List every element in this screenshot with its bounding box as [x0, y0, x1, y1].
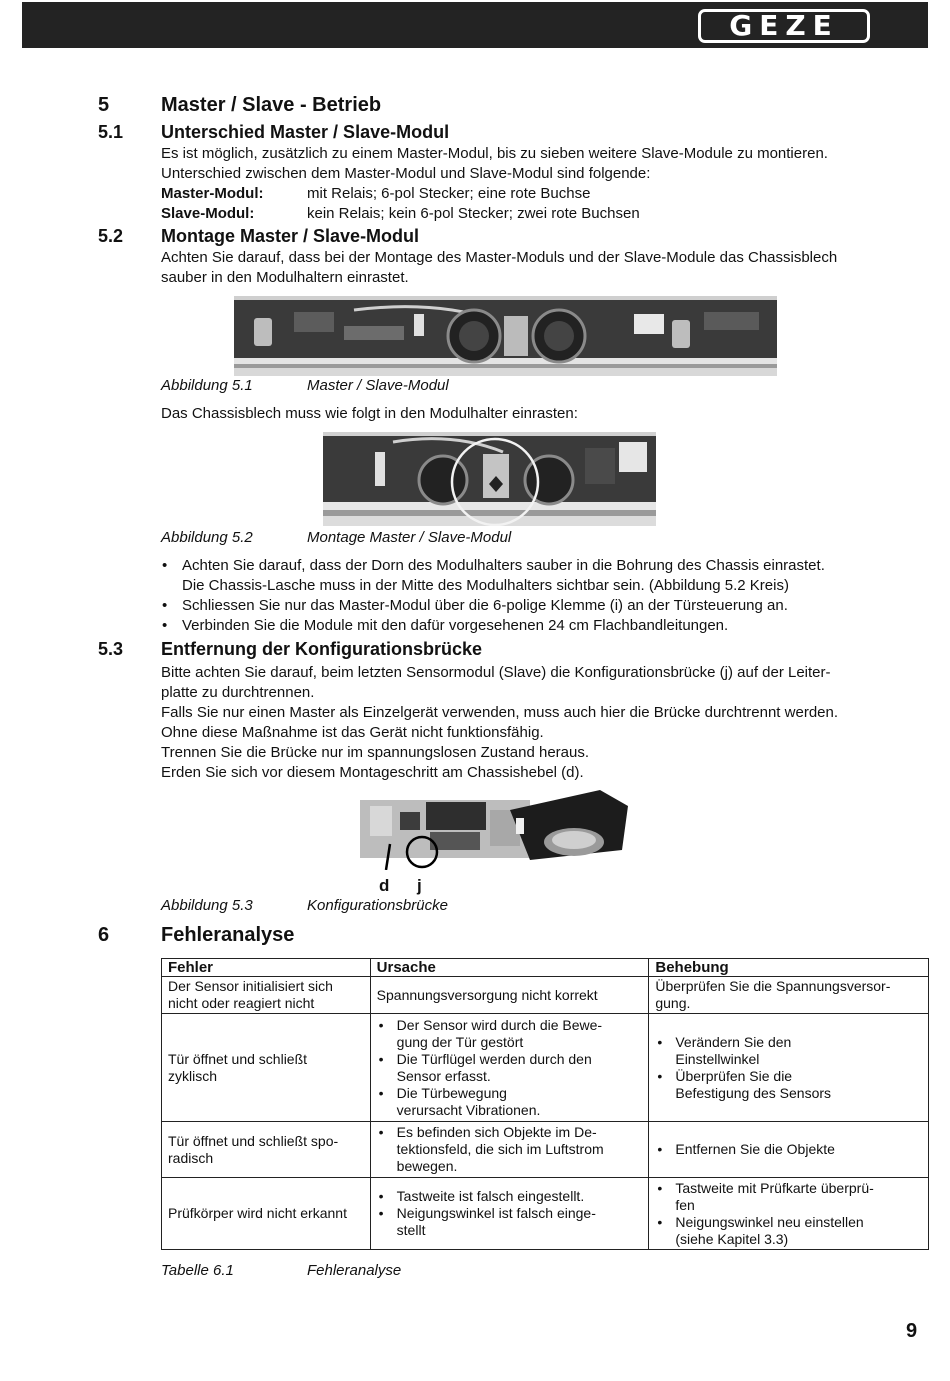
cell-ursache [370, 1122, 649, 1178]
figure-5-2-photo [323, 432, 656, 526]
section-5-3-line-5: Trennen Sie die Brücke nur im spannungslosen Zustand heraus. [161, 744, 590, 761]
section-5-3-line-4: Ohne diese Maßnahme ist das Gerät nicht funktionsfähig. [161, 724, 544, 741]
figure-5-2-title: Montage Master / Slave-Modul [307, 529, 512, 546]
cell-behebung: Überprüfen Sie die Spannungsversor- gung. [649, 977, 929, 1014]
table-row [162, 1014, 929, 1122]
section-6-number: 6 [98, 924, 110, 946]
label-j: j [417, 876, 422, 895]
column-header-behebung: Behebung [649, 959, 929, 977]
section-5-3-line-1: Bitte achten Sie darauf, beim letzten Sensormodul (Slave) die Konfigurationsbrücke (j) auf der Leiter- [161, 664, 831, 681]
list-item: • Neigungswinkel neu einstellen (siehe Kapitel 3.3) [655, 1214, 922, 1248]
table-header-row [162, 959, 929, 977]
table-row [162, 1122, 929, 1178]
list-item: • Verbinden Sie die Module mit den dafür vorgesehenen 24 cm Flachbandleitungen. [161, 616, 825, 636]
master-modul-text: mit Relais; 6-pol Stecker; eine rote Buchse [307, 185, 591, 202]
figure-5-3-photo [360, 790, 632, 870]
list-item: • Tastweite mit Prüfkarte überprü- fen [655, 1180, 922, 1214]
section-5-2-number: 5.2 [98, 226, 124, 246]
figure-5-1-photo [234, 296, 777, 376]
figure-5-2-label: Abbildung 5.2 [161, 529, 253, 546]
table-row [162, 977, 929, 1014]
section-5-3-number: 5.3 [98, 639, 124, 659]
cell-behebung [649, 1178, 929, 1250]
cell-ursache: Spannungsversorgung nicht korrekt [370, 977, 649, 1014]
list-item: • Der Sensor wird durch die Bewe- gung der Tür gestört [377, 1017, 643, 1051]
cell-behebung [649, 1014, 929, 1122]
section-5-3-line-3: Falls Sie nur einen Master als Einzelgerät verwenden, muss auch hier die Brücke durchtrennt werden. [161, 704, 839, 721]
section-5-1-line-2: Unterschied zwischen dem Master-Modul und Slave-Modul sind folgende: [161, 165, 651, 182]
figure-5-3-title: Konfigurationsbrücke [307, 897, 448, 914]
cell-fehler: Tür öffnet und schließt zyklisch [162, 1014, 371, 1122]
section-5-3-title: Entfernung der Konfigurationsbrücke [161, 639, 483, 659]
section-5-2-line-2: sauber in den Modulhaltern einrastet. [161, 269, 409, 286]
section-5-1-line-1: Es ist möglich, zusätzlich zu einem Master-Modul, bis zu sieben weitere Slave-Module zu montieren. [161, 145, 828, 162]
section-5-1-title: Unterschied Master / Slave-Modul [161, 122, 450, 142]
list-item: • Entfernen Sie die Objekte [655, 1141, 922, 1158]
slave-modul-text: kein Relais; kein 6-pol Stecker; zwei rote Buchsen [307, 205, 640, 222]
list-item: • Verändern Sie den Einstellwinkel [655, 1034, 922, 1068]
list-item: • Es befinden sich Objekte im De- tektionsfeld, die sich im Luftstrom bewegen. [377, 1124, 643, 1175]
section-5-title: Master / Slave - Betrieb [161, 94, 382, 116]
figure-5-1-title: Master / Slave-Modul [307, 377, 449, 394]
column-header-ursache: Ursache [370, 959, 649, 977]
table-6-1-title: Fehleranalyse [307, 1262, 402, 1279]
label-d: d [379, 876, 390, 895]
slave-modul-label: Slave-Modul: [161, 205, 255, 222]
section-6-title: Fehleranalyse [161, 924, 295, 946]
section-5-2-title: Montage Master / Slave-Modul [161, 226, 420, 246]
page-number: 9 [906, 1320, 918, 1342]
table-6-1-label: Tabelle 6.1 [161, 1262, 234, 1279]
cell-fehler: Prüfkörper wird nicht erkannt [162, 1178, 371, 1250]
column-header-fehler: Fehler [162, 959, 371, 977]
list-item: • Schliessen Sie nur das Master-Modul über die 6-polige Klemme (i) an der Türsteuerung an. [161, 596, 825, 616]
figure-5-1-label: Abbildung 5.1 [161, 377, 253, 394]
section-5-2-line-1: Achten Sie darauf, dass bei der Montage des Master-Moduls und der Slave-Module das Chassisblech [161, 249, 838, 266]
section-5-2-intro-2: Das Chassisblech muss wie folgt in den Modulhalter einrasten: [161, 405, 578, 422]
list-item: • Die Türflügel werden durch den Sensor erfasst. [377, 1051, 643, 1085]
master-modul-label: Master-Modul: [161, 185, 264, 202]
cell-fehler: Der Sensor initialisiert sich nicht oder reagiert nicht [162, 977, 371, 1014]
section-5-2-bullet-list [161, 556, 825, 636]
list-item: • Die Türbewegung verursacht Vibrationen. [377, 1085, 643, 1119]
list-item: • Neigungswinkel ist falsch einge- stellt [377, 1205, 643, 1239]
cell-ursache [370, 1178, 649, 1250]
list-item: • Überprüfen Sie die Befestigung des Sensors [655, 1068, 922, 1102]
cell-fehler: Tür öffnet und schließt spo- radisch [162, 1122, 371, 1178]
section-5-number: 5 [98, 94, 110, 116]
list-item: • Tastweite ist falsch eingestellt. [377, 1188, 643, 1205]
list-item: • Achten Sie darauf, dass der Dorn des Modulhalters sauber in die Bohrung des Chassis einrastet. Die Chassis-Lasche muss in der Mitte des Modulhalters sichtbar sein. (Abbildung 5.2 Kreis) [161, 556, 825, 596]
cell-ursache [370, 1014, 649, 1122]
figure-5-3-label: Abbildung 5.3 [161, 897, 253, 914]
cell-behebung [649, 1122, 929, 1178]
header-bar [22, 2, 928, 48]
section-5-3-line-6: Erden Sie sich vor diesem Montageschritt am Chassishebel (d). [161, 764, 584, 781]
table-row [162, 1178, 929, 1250]
section-5-1-number: 5.1 [98, 122, 124, 142]
section-5-3-line-2: platte zu durchtrennen. [161, 684, 315, 701]
fehleranalyse-table [161, 958, 929, 1250]
geze-logo: GEZE [698, 9, 870, 43]
